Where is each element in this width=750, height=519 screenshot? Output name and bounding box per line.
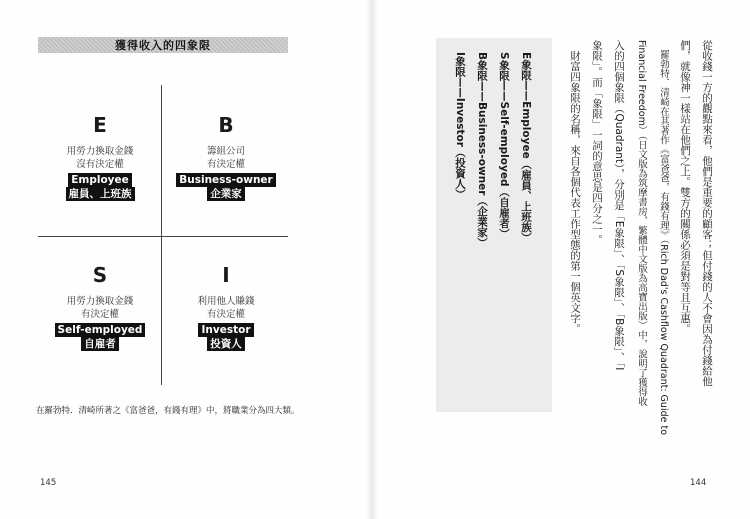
body-text-column: 從收錢一方的觀點來看，他們是重要的顧客；但付錢的人不會因為付錢給他 xyxy=(701,40,713,387)
quadrant-badge-en: Investor xyxy=(198,323,253,337)
quadrant-badge-en: Business-owner xyxy=(176,173,275,187)
body-text-column: 們，就像神一樣站在他們之上。雙方的關係必須是對等且互惠。 xyxy=(679,40,691,334)
quadrant-letter: I xyxy=(222,263,230,287)
quadrant-desc-line: 用勞力換取金錢 xyxy=(66,296,134,307)
figure-title xyxy=(38,37,288,53)
box-line: E象限——Employee（雇員、上班族） xyxy=(520,52,532,243)
figure-caption: 在羅勃特．清崎所著之《富爸爸，有錢有理》中，將職業分為四大類。 xyxy=(36,406,300,416)
figure-title-text: 獲得收入的四象限 xyxy=(115,39,211,52)
body-text-column: 象限」。而「象限」一詞的意思是四分之一。 xyxy=(591,40,603,245)
quadrant-desc-line: 用勞力換取金錢 xyxy=(66,146,134,157)
body-text-column: 羅勃特．清崎在其著作《富爸爸，有錢有理》（Rich Dad's Cashflow Quadrant: Guide to xyxy=(658,40,669,436)
quadrant-horizontal-axis xyxy=(38,236,288,237)
quadrant-desc-line: 利用他人賺錢 xyxy=(197,296,255,307)
page-number-left: 145 xyxy=(40,478,57,488)
quadrant-desc-line: 有決定權 xyxy=(206,159,245,170)
quadrant-s xyxy=(30,263,170,351)
box-line: B象限——Business-owner（企業家） xyxy=(476,52,488,248)
quadrant-badge-zh: 雇員、上班族 xyxy=(66,187,135,201)
quadrant-e xyxy=(30,113,170,201)
quadrant-letter: B xyxy=(218,113,234,137)
quadrant-badge-zh: 企業家 xyxy=(207,187,245,201)
box-line: I象限——Investor（投資人） xyxy=(454,52,466,200)
quadrant-badge-en: Self-employed xyxy=(55,323,146,337)
quadrant-desc-line: 有決定權 xyxy=(80,309,119,320)
quadrant-letter: E xyxy=(93,113,107,137)
box-line: S象限——Self-employed（自雇者） xyxy=(498,52,510,239)
left-page xyxy=(0,0,372,519)
quadrant-i xyxy=(156,263,296,351)
quadrant-desc-line: 有決定權 xyxy=(206,309,245,320)
quadrant-desc-line: 沒有決定權 xyxy=(76,159,124,170)
quadrant-badge-zh: 投資人 xyxy=(207,337,245,351)
book-gutter xyxy=(366,0,378,519)
body-text-column: 財富四象限的名稱，來自各個代表工作型態的第一個英文字。 xyxy=(569,40,581,334)
body-text-column: Financial Freedom）（日文版為筑摩書房，繁體中文版為高寶出版）中，說明了獲得收 xyxy=(636,40,647,407)
body-text-column: 入的四個象限（Quadrant），分別是「E象限」、「S象限」、「B象限」、「I xyxy=(613,40,625,371)
quadrant-desc-line: 籌組公司 xyxy=(206,146,245,157)
quadrant-badge-en: Employee xyxy=(68,173,132,187)
page-number-right: 144 xyxy=(690,478,707,488)
quadrant-letter: S xyxy=(92,263,108,287)
quadrant-badge-zh: 自雇者 xyxy=(81,337,119,351)
right-page xyxy=(372,0,750,519)
quadrant-b xyxy=(156,113,296,201)
